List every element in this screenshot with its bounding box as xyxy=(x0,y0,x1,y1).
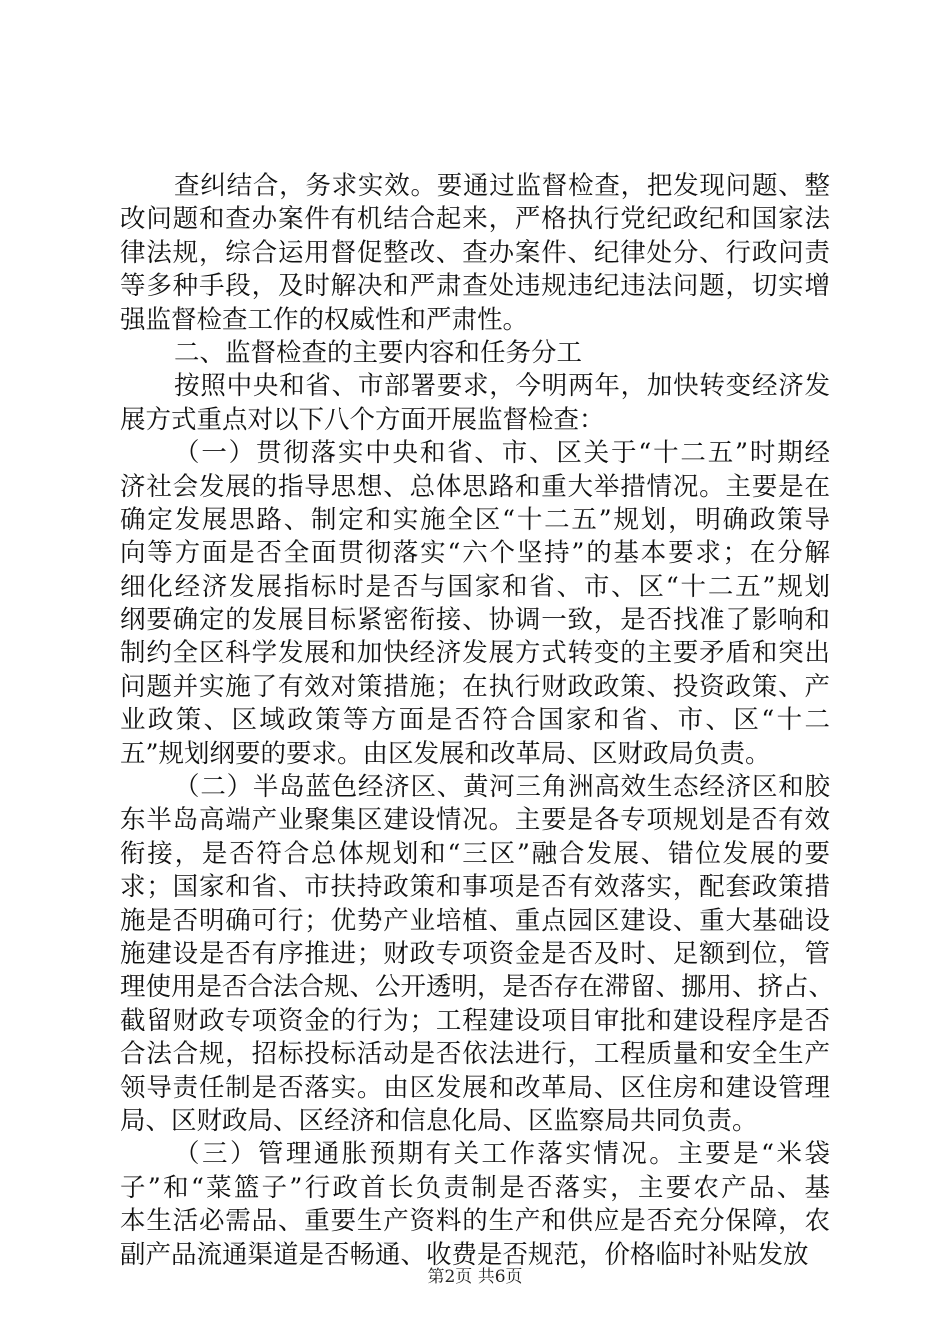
text-line: 济社会发展的指导思想、总体思路和重大举措情况。主要是在 xyxy=(120,471,830,502)
text-line: 向等方面是否全面贯彻落实“六个坚持”的基本要求；在分解 xyxy=(120,538,830,569)
text-line: 五”规划纲要的要求。由区发展和改革局、区财政局负责。 xyxy=(120,738,771,769)
text-line: 细化经济发展指标时是否与国家和省、市、区“十二五”规划 xyxy=(120,571,830,602)
paragraph xyxy=(120,1138,830,1272)
text-line: 东半岛高端产业聚集区建设情况。主要是各专项规划是否有效 xyxy=(120,805,830,836)
text-line: 副产品流通渠道是否畅通、收费是否规范，价格临时补贴发放 xyxy=(120,1239,809,1270)
text-line: 问题并实施了有效对策措施；在执行财政政策、投资政策、产 xyxy=(120,671,830,702)
paragraph xyxy=(120,437,830,771)
text-line: 子”和“菜篮子”行政首长负责制是否落实，主要农产品、基 xyxy=(120,1172,830,1203)
text-line: 衔接，是否符合总体规划和“三区”融合发展、错位发展的要 xyxy=(120,838,830,869)
text-line: 施是否明确可行；优势产业培植、重点园区建设、重大基础设 xyxy=(120,905,830,936)
paragraph xyxy=(120,337,830,370)
text-line: 施建设是否有序推进；财政专项资金是否及时、足额到位，管 xyxy=(120,938,830,969)
text-line: 展方式重点对以下八个方面开展监督检查： xyxy=(120,404,605,435)
text-line: 截留财政专项资金的行为；工程建设项目审批和建设程序是否 xyxy=(120,1005,830,1036)
text-line: 确定发展思路、制定和实施全区“十二五”规划，明确政策导 xyxy=(120,504,830,535)
paragraph xyxy=(120,771,835,1138)
text-line: 理使用是否合法合规、公开透明，是否存在滞留、挪用、挤占、 xyxy=(120,972,835,1003)
text-line: 领导责任制是否落实。由区发展和改革局、区住房和建设管理 xyxy=(120,1072,830,1103)
document-body xyxy=(120,170,835,1272)
text-line: 局、区财政局、区经济和信息化局、区监察局共同负责。 xyxy=(120,1105,758,1136)
text-line: 强监督检查工作的权威性和严肃性。 xyxy=(120,304,529,335)
text-line: 查纠结合，务求实效。要通过监督检查，把发现问题、整 xyxy=(174,171,830,201)
text-line: （二）半岛蓝色经济区、黄河三角洲高效生态经济区和胶 xyxy=(174,772,830,803)
text-line: 纲要确定的发展目标紧密衔接、协调一致，是否找准了影响和 xyxy=(120,605,830,636)
page-footer: 第2页 共6页 xyxy=(427,1267,523,1287)
text-line: 律法规，综合运用督促整改、查办案件、纪律处分、行政问责 xyxy=(120,237,830,268)
text-line: （一）贯彻落实中央和省、市、区关于“十二五”时期经 xyxy=(174,438,830,469)
text-line: 合法合规，招标投标活动是否依法进行，工程质量和安全生产 xyxy=(120,1039,830,1070)
text-line: 改问题和查办案件有机结合起来，严格执行党纪政纪和国家法 xyxy=(120,204,830,235)
text-line: 业政策、区域政策等方面是否符合国家和省、市、区“十二 xyxy=(120,705,830,736)
text-line: 制约全区科学发展和加快经济发展方式转变的主要矛盾和突出 xyxy=(120,638,830,669)
paragraph xyxy=(120,170,830,337)
text-line: 求；国家和省、市扶持政策和事项是否有效落实，配套政策措 xyxy=(120,872,830,903)
paragraph xyxy=(120,370,830,437)
text-line: 等多种手段，及时解决和严肃查处违规违纪违法问题，切实增 xyxy=(120,271,830,302)
text-line: 按照中央和省、市部署要求，今明两年，加快转变经济发 xyxy=(174,371,830,402)
text-line: 二、监督检查的主要内容和任务分工 xyxy=(174,337,583,368)
text-line: 本生活必需品、重要生产资料的生产和供应是否充分保障，农 xyxy=(120,1206,830,1237)
text-line: （三）管理通胀预期有关工作落实情况。主要是“米袋 xyxy=(174,1139,830,1170)
